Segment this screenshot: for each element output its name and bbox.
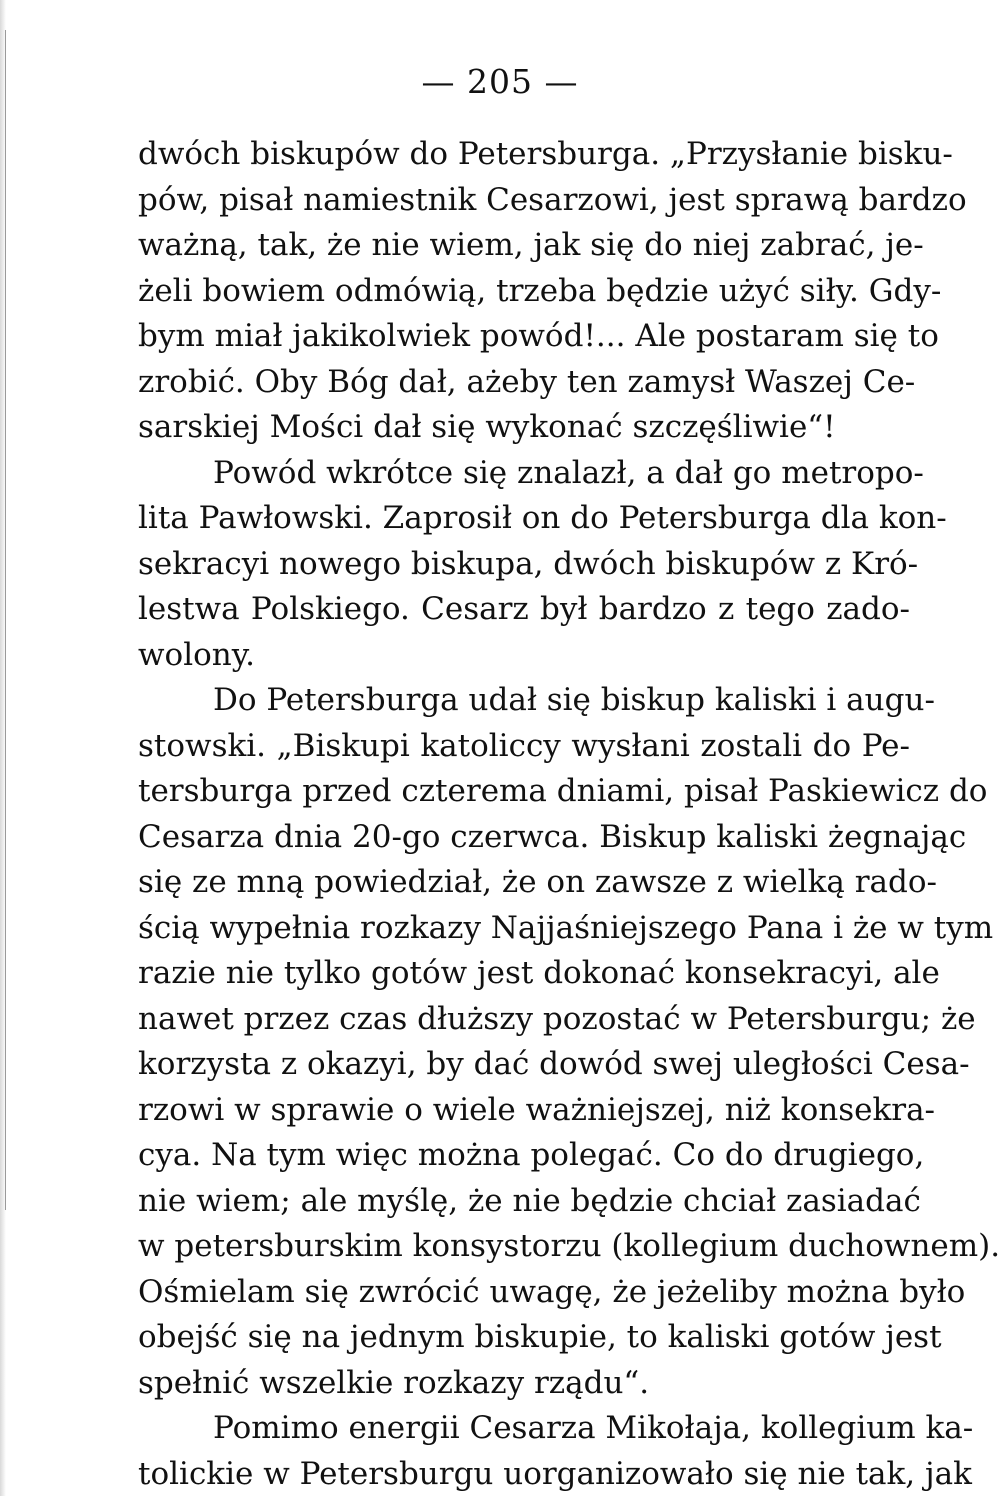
text-line: cya. Na tym więc można polegać. Co do drugiego, xyxy=(138,1137,925,1173)
text-line: lestwa Polskiego. Cesarz był bardzo z tego zado- xyxy=(138,591,910,627)
text-line: spełnić wszelkie rozkazy rządu“. xyxy=(138,1364,650,1401)
text-line: pów, pisał namiestnik Cesarzowi, jest sprawą bardzo xyxy=(138,181,967,218)
binding-line xyxy=(5,30,6,1210)
text-line: tersburga przed czterema dniami, pisał Paskiewicz do xyxy=(138,773,988,809)
text-line: zrobić. Oby Bóg dał, ażeby ten zamysł Waszej Ce- xyxy=(138,363,916,400)
text-line: wolony. xyxy=(138,636,255,673)
text-line: sekracyi nowego biskupa, dwóch biskupów z Kró- xyxy=(138,545,919,582)
text-line: Ośmielam się zwrócić uwagę, że jeżeliby można było xyxy=(138,1273,966,1310)
text-line: Do Petersburga udał się biskup kaliski i augu- xyxy=(213,682,935,718)
text-line: nie wiem; ale myślę, że nie będzie chciał zasiadać xyxy=(138,1182,921,1219)
text-line: Pomimo energii Cesarza Mikołaja, kollegium ka- xyxy=(213,1410,974,1446)
text-line: razie nie tylko gotów jest dokonać konsekracyi, ale xyxy=(138,955,940,991)
text-line: stowski. „Biskupi katoliccy wysłani zostali do Pe- xyxy=(138,727,910,764)
text-line: dwóch biskupów do Petersburga. „Przysłanie bisku- xyxy=(138,136,953,172)
text-line: sarskiej Mości dał się wykonać szczęśliwie“! xyxy=(138,409,836,445)
text-line: tolickie w Petersburgu uorganizowało się nie tak, jak xyxy=(138,1455,972,1492)
text-line: nawet przez czas dłuższy pozostać w Petersburgu; że xyxy=(138,1000,976,1037)
text-line: się ze mną powiedział, że on zawsze z wielką rado- xyxy=(138,864,937,900)
text-line: Cesarza dnia 20-go czerwca. Biskup kaliski żegnając xyxy=(138,818,967,855)
text-line: ścią wypełnia rozkazy Najjaśniejszego Pana i że w tym xyxy=(138,909,994,946)
text-line: w petersburskim konsystorzu (kollegium duchownem). xyxy=(138,1228,1000,1264)
text-line: lita Pawłowski. Zaprosił on do Petersburga dla kon- xyxy=(138,500,947,536)
text-line: rzowi w sprawie o wiele ważniejszej, niż konsekra- xyxy=(138,1091,936,1128)
text-line: bym miał jakikolwiek powód!... Ale postaram się to xyxy=(138,318,939,354)
page-number: — 205 — xyxy=(421,62,579,101)
text-line: ważną, tak, że nie wiem, jak się do niej zabrać, je- xyxy=(138,227,924,263)
text-line: Powód wkrótce się znalazł, a dał go metropo- xyxy=(213,454,924,491)
text-line: korzysta z okazyi, by dać dowód swej uległości Cesa- xyxy=(138,1046,970,1082)
text-line: obejść się na jednym biskupie, to kaliski gotów jest xyxy=(138,1319,942,1355)
text-line: żeli bowiem odmówią, trzeba będzie użyć siły. Gdy- xyxy=(138,272,942,309)
